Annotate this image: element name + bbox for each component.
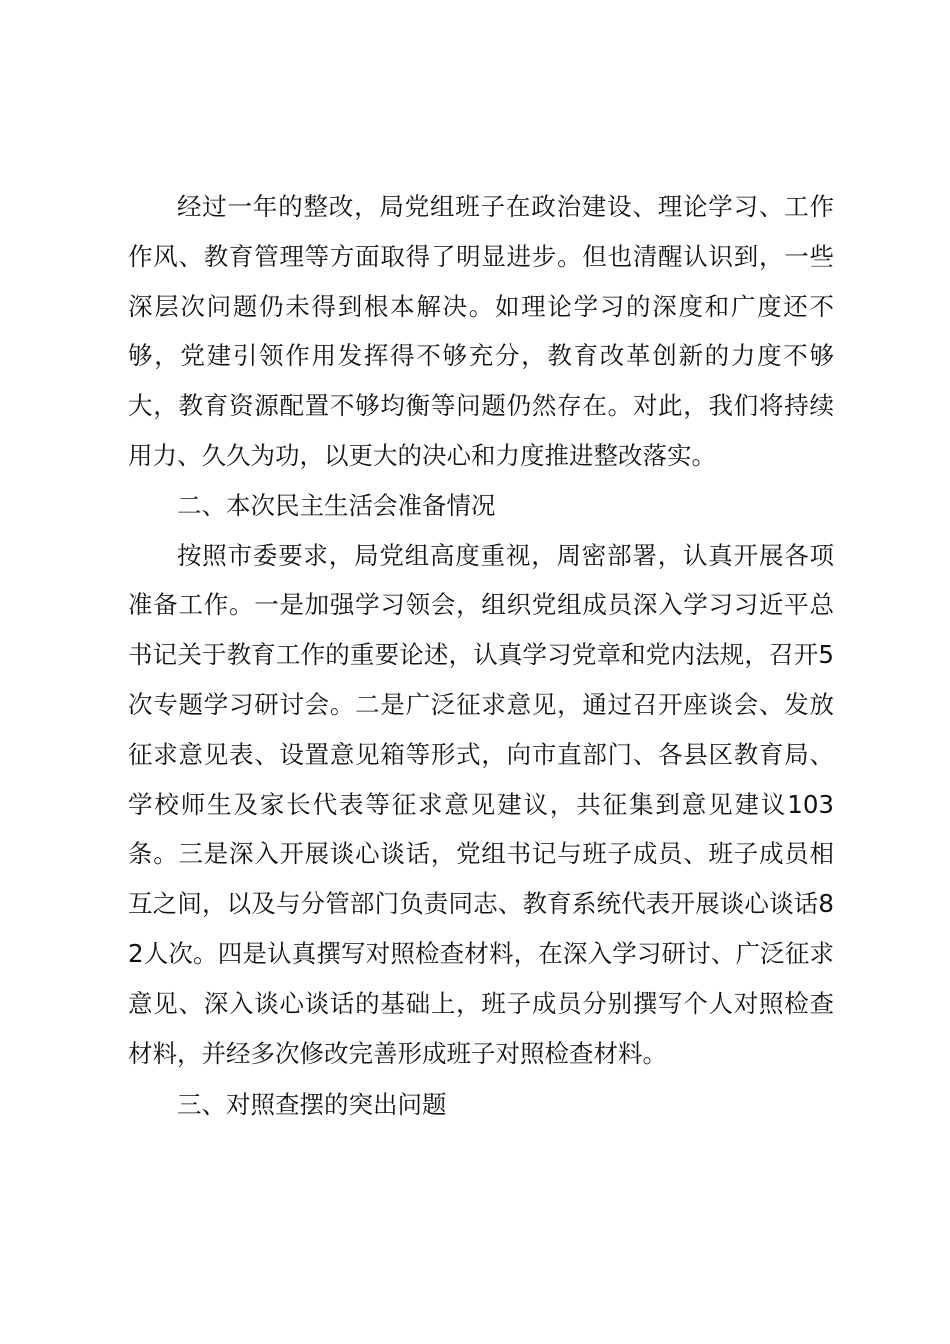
paragraph-preparation-details: 按照市委要求，局党组高度重视，周密部署，认真开展各项准备工作。一是加强学习领会，组织党组成员深入学习习近平总书记关于教育工作的重要论述，认真学习党章和党内法规，召开5次专题学习研讨会。二是广泛征求意见，通过召开座谈会、发放征求意见表、设置意见箱等形式，向市直部门、各县区教育局、学校师生及家长代表等征求意见建议，共征集到意见建议103条。三是深入开展谈心谈话，党组书记与班子成员、班子成员相互之间，以及与分管部门负责同志、教育系统代表开展谈心谈话82人次。四是认真撰写对照检查材料，在深入学习研讨、广泛征求意见、深入谈心谈话的基础上，班子成员分别撰写个人对照检查材料，并经多次修改完善形成班子对照检查材料。	[128, 540, 834, 1068]
section-heading-problems: 三、对照查摆的突出问题	[177, 1090, 447, 1120]
paragraph-rectification-summary: 经过一年的整改，局党组班子在政治建设、理论学习、工作作风、教育管理等方面取得了明显进步。但也清醒认识到，一些深层次问题仍未得到根本解决。如理论学习的深度和广度还不够，党建引领作用发挥得不够充分，教育改革创新的力度不够大，教育资源配置不够均衡等问题仍然存在。对此，我们将持续用力、久久为功，以更大的决心和力度推进整改落实。	[128, 192, 834, 470]
document-body	[128, 182, 834, 1130]
section-heading-preparation: 二、本次民主生活会准备情况	[177, 490, 496, 520]
